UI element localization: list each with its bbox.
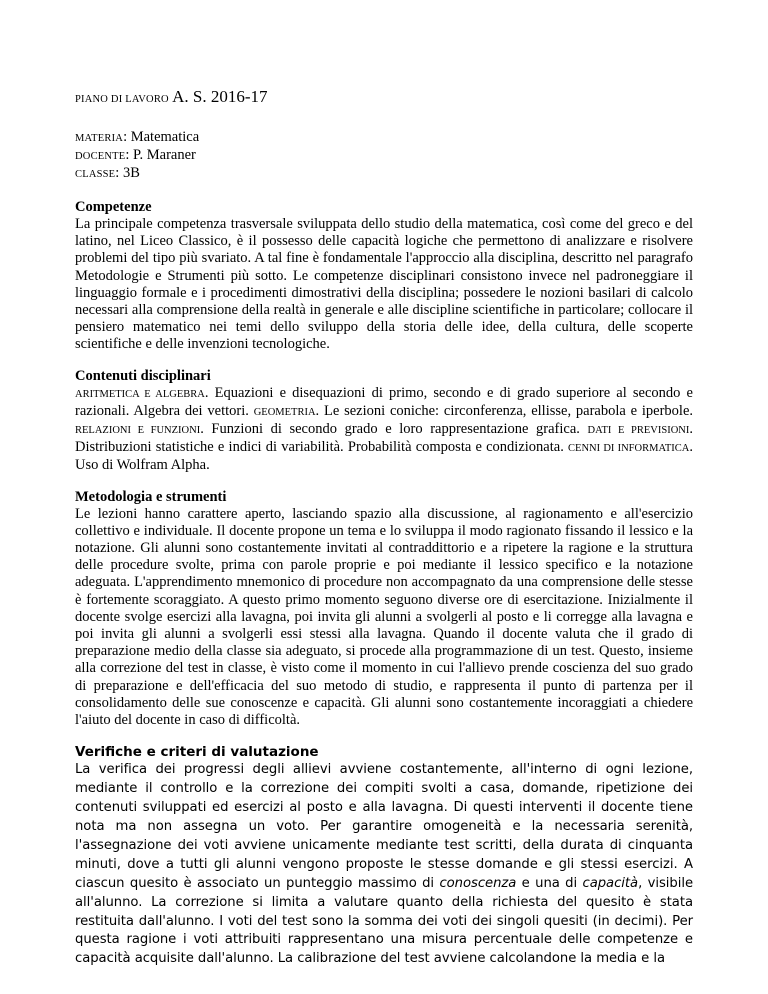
meta-docente-label: DOCENTE <box>75 151 126 162</box>
paragraph-verifiche <box>75 761 693 969</box>
paragraph-metodologia: Le lezioni hanno carattere aperto, lasciando spazio alla discussione, al ragionamento e all'esercizio collettivo e individuale. Il docente propone un tema e lo sviluppa il modo ragionato fissando il lessico e la notazione. Gli alunni sono costantemente invitati al contraddittorio e a ripetere la ragione e la struttura delle procedure svolte, prima con parole proprie e poi mediante il lessico specifico e la notazione adeguata. L'apprendimento mnemonico di procedure non accompagnato da una comprensione delle stesse è fortemente scoraggiato. A questo primo momento seguono diverse ore di esercitazione. Inizialmente il docente svolge esercizi alla lavagna, poi invita gli alunni a svolgerli al posto e li corregge alla lavagna e poi invita gli alunni a svolgerli essi stessi alla lavagna. Quando il docente valuta che il grado di preparazione medio della classe sia adeguato, si procede alla programmazione di un test. Questo, insieme alla correzione del test in classe, è visto come il momento in cui l'allievo prende coscienza del suo grado di preparazione e dell'efficacia del suo metodo di studio, e rappresenta il punto di partenza per il consolidamento delle sue conoscenze e capacità. Gli alunni sono costantemente incoraggiati a chiedere l'aiuto del docente in caso di difficoltà. <box>75 505 693 729</box>
topic-geometria-text: . Le sezioni coniche: circonferenza, ellisse, parabola e iperbole. <box>315 402 694 419</box>
emphasis-capacita: capacità <box>582 875 639 891</box>
topic-dati-text: . Distribuzioni statistiche e indici di variabilità. Probabilità composta e condizionata. <box>75 421 693 456</box>
heading-verifiche: Verifiche e criteri di valutazione <box>75 744 319 761</box>
paragraph-contenuti <box>75 385 693 475</box>
verifiche-text-c: , visibile all'alunno. La correzione si limita a valutare quanto della richiesta del quesito è stata restituita dall'alunno. I voti del test sono la somma dei voti dei singoli quesiti (in decimi). Per questa ragione i voti attribuiti rappresentano una misura percentuale delle competenze e capacità acquisite dall'alunno. La calibrazione del test avviene calcolandone la media e la <box>75 875 694 967</box>
topic-relazioni: RELAZIONI E FUNZIONI <box>75 425 201 437</box>
topic-informatica-text: . Uso di Wolfram Alpha. <box>75 439 693 474</box>
emphasis-conoscenza: conoscenza <box>439 875 517 891</box>
meta-classe-value: : 3B <box>115 165 140 181</box>
heading-contenuti: Contenuti disciplinari <box>75 367 211 384</box>
meta-block <box>75 129 693 183</box>
meta-classe <box>75 165 693 183</box>
meta-docente <box>75 147 693 165</box>
meta-materia <box>75 129 693 147</box>
topic-aritmetica-text: . Equazioni e disequazioni di primo, secondo e di grado superiore al secondo e razionali. Algebra dei vettori. <box>75 384 693 419</box>
meta-materia-value: : Matematica <box>123 129 200 145</box>
topic-dati: DATI E PREVISIONI <box>587 425 690 437</box>
topic-aritmetica: ARITMETICA E ALGEBRA <box>75 388 205 400</box>
section-metodologia <box>75 489 693 730</box>
topic-geometria: GEOMETRIA <box>253 406 316 418</box>
document-title <box>75 86 693 111</box>
meta-materia-label: MATERIA <box>75 133 124 144</box>
topic-relazioni-text: . Funzioni di secondo grado e loro rappresentazione grafica. <box>200 421 588 438</box>
section-contenuti <box>75 368 693 475</box>
title-year: A. S. 2016-17 <box>168 87 268 106</box>
heading-metodologia: Metodologia e strumenti <box>75 488 227 505</box>
verifiche-text-b: e una di <box>516 875 583 891</box>
verifiche-text-a: La verifica dei progressi degli allievi avviene costantemente, all'interno di ogni lezione, mediante il controllo e la correzione dei compiti svolti a casa, domande, ripetizione dei contenuti sviluppati ed esercizi al posto e alla lavagna. Di questi interventi il docente tiene nota ma non assegna un voto. Per garantire omogeneità e la necessaria serenità, l'assegnazione dei voti avviene unicamente mediante test scritti, della durata di cinquanta minuti, dove a tutti gli alunni vengono proposte le stesse domande e gli stessi esercizi. A ciascun quesito è associato un punteggio massimo di <box>75 762 693 891</box>
meta-classe-label: CLASSE <box>75 169 116 180</box>
section-verifiche <box>75 743 693 969</box>
topic-informatica: CENNI DI INFORMATICA <box>568 443 690 455</box>
heading-competenze: Competenze <box>75 199 152 215</box>
paragraph-competenze: La principale competenza trasversale sviluppata dello studio della matematica, così come del greco e del latino, nel Liceo Classico, è il possesso delle capacità logiche che permettono di analizzare e risolvere problemi del tipo più svariato. A tal fine è fondamentale l'approccio alla disciplina, descritto nel paragrafo Metodologie e Strumenti più sotto. Le competenze disciplinari consistono invece nel padroneggiare il linguaggio formale e i procedimenti dimostrativi della disciplina; possedere le nozioni basilari di calcolo necessari alla comprensione della realtà in generale e alle discipline scientifiche in particolare; collocare il pensiero matematico nei temi dello sviluppo della storia delle idee, della cultura, delle scoperte scientifiche e delle invenzioni tecnologiche. <box>75 216 693 353</box>
meta-docente-value: : P. Maraner <box>125 147 196 163</box>
section-competenze <box>75 199 693 354</box>
title-smallcaps: PIANO DI LAVORO <box>75 94 169 105</box>
